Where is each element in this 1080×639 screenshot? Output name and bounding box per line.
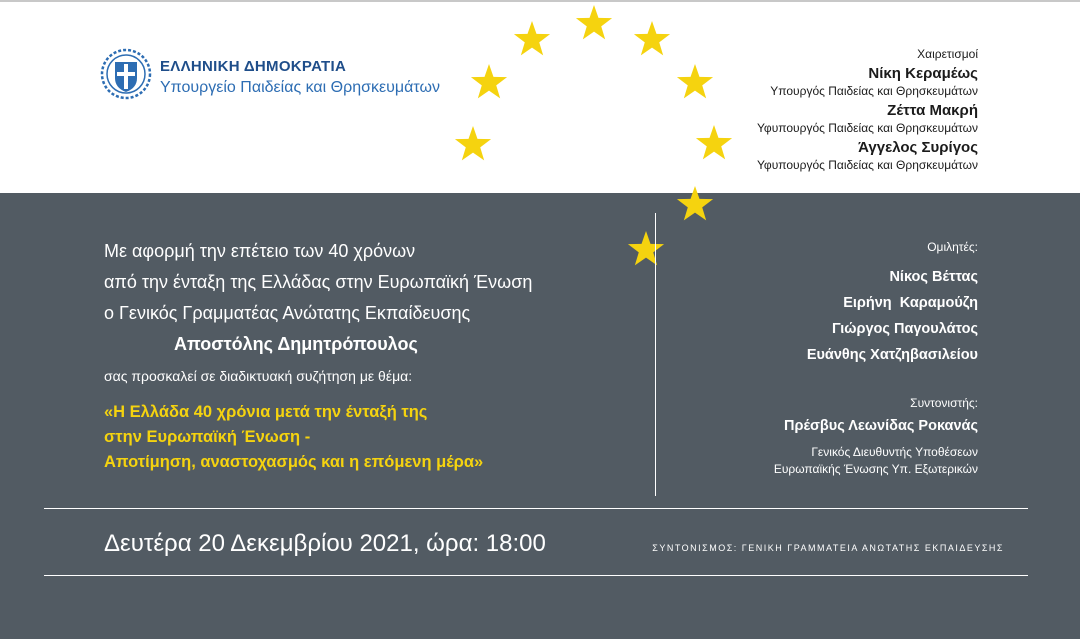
speakers-label: Ομιλητές: [927,240,978,254]
topic-line: «Η Ελλάδα 40 χρόνια μετά την ένταξή της [104,403,428,421]
invitation-line: από την ένταξη της Ελλάδας στην Ευρωπαϊκή Ένωση [104,272,533,292]
host-name: Αποστόλης Δημητρόπουλος [174,334,418,354]
moderator-label: Συντονιστής: [910,396,978,410]
greeting-role: Υφυπουργός Παιδείας και Θρησκευμάτων [757,121,978,135]
column-divider [655,213,656,496]
greeting-name: Ζέττα Μακρή [887,102,978,119]
event-topic [104,400,532,475]
footer-rule-bottom [44,575,1028,576]
coordination-credit: ΣΥΝΤΟΝΙΣΜΟΣ: ΓΕΝΙΚΗ ΓΡΑΜΜΑΤΕΙΑ ΑΝΩΤΑΤΗΣ ΕΚΠΑΙΔΕΥΣΗΣ [652,543,1004,553]
greetings-label: Χαιρετισμοί [917,47,978,61]
invitation-line: ο Γενικός Γραμματέας Ανώτατης Εκπαίδευσης [104,303,471,323]
invitation-call: σας προσκαλεί σε διαδικτυακή συζήτηση με θέμα: [104,368,413,384]
brand-title: ΕΛΛΗΝΙΚΗ ΔΗΜΟΚΡΑΤΙΑ [160,58,347,75]
invitation-text [104,236,532,475]
greeting-role: Υπουργός Παιδείας και Θρησκευμάτων [770,84,978,98]
topic-line: στην Ευρωπαϊκή Ένωση - [104,428,311,446]
footer-rule-top [44,508,1028,509]
eu-star-icon [628,231,664,265]
top-border [0,0,1080,2]
moderator-role: Ευρωπαϊκής Ένωσης Υπ. Εξωτερικών [773,462,978,476]
moderator-block [774,396,978,478]
greeting-name: Άγγελος Συρίγος [858,139,978,156]
topic-line: Αποτίμηση, αναστοχασμός και η επόμενη μέρα» [104,453,484,471]
greeting-role: Υφυπουργός Παιδείας και Θρησκευμάτων [757,158,978,172]
speaker-name: Ευάνθης Χατζηβασιλείου [806,347,978,363]
greek-coat-of-arms-icon [100,48,152,100]
moderator-role: Γενικός Διευθυντής Υποθέσεων [811,445,978,459]
speakers-block [807,240,978,368]
brand-ministry: Υπουργείο Παιδείας και Θρησκευμάτων [160,79,440,96]
greeting-name: Νίκη Κεραμέως [868,65,978,82]
event-date: Δευτέρα 20 Δεκεμβρίου 2021, ώρα: 18:00 [104,530,546,557]
speaker-name: Γιώργος Παγουλάτος [832,321,978,337]
greetings-block [757,47,978,172]
invitation-line: Με αφορμή την επέτειο των 40 χρόνων [104,241,416,261]
moderator-name: Πρέσβυς Λεωνίδας Ροκανάς [784,418,978,434]
speaker-name: Νίκος Βέττας [889,269,978,285]
speaker-name: Ειρήνη Καραμούζη [843,295,978,311]
